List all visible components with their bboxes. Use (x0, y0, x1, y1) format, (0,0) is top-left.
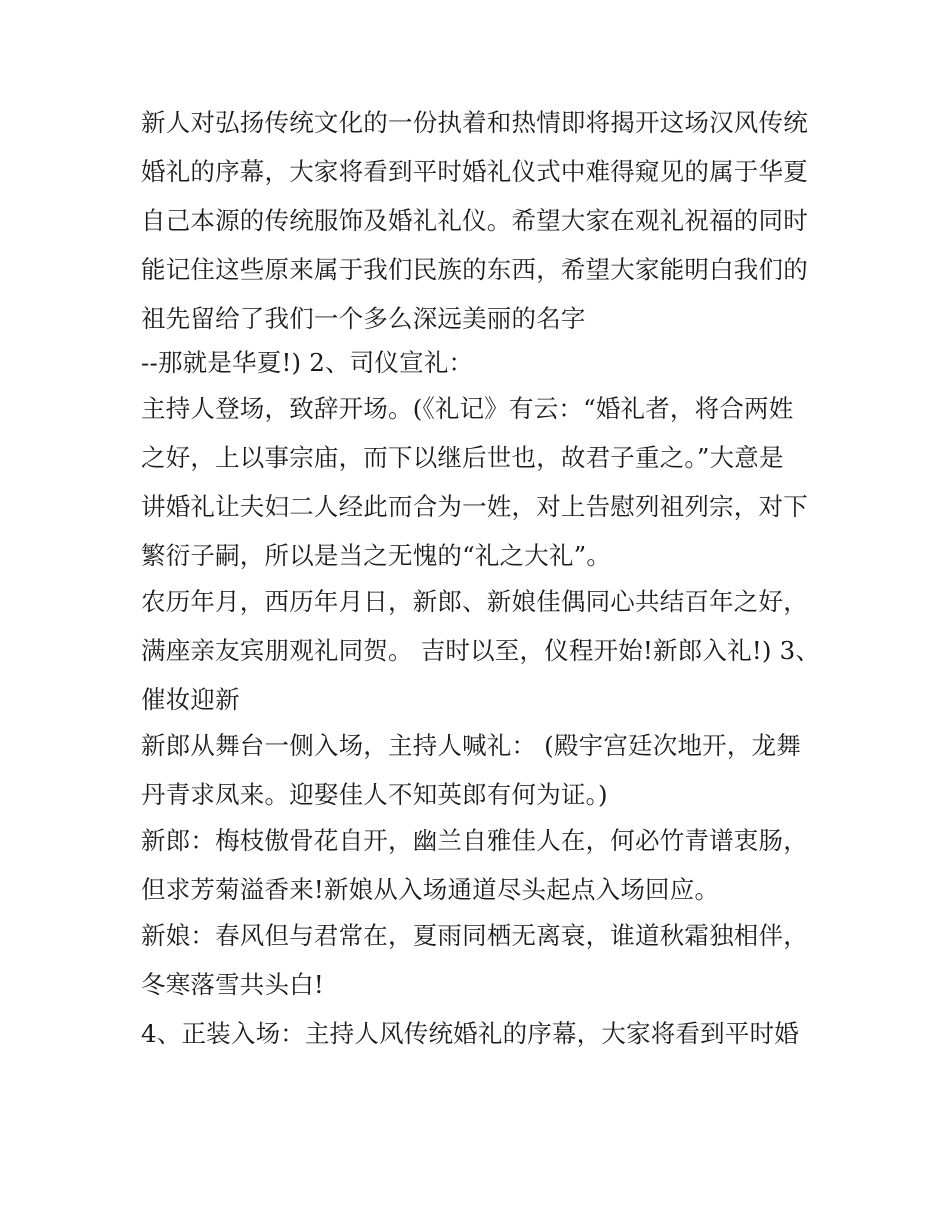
text-line: 新郎从舞台一侧入场，主持人喊礼： (殿宇宫廷次地开，龙舞 (141, 731, 801, 760)
text-line: 满座亲友宾朋观礼同贺。 吉时以至，仪程开始!新郎入礼!) 3、 (141, 636, 821, 665)
document-body (141, 106, 821, 1050)
text-line: 农历年月，西历年月日，新郎、新娘佳偶同心共结百年之好， (141, 587, 808, 616)
text-line: 能记住这些原来属于我们民族的东西，希望大家能明白我们的 (141, 255, 808, 284)
text-line: 繁衍子嗣，所以是当之无愧的“礼之大礼”。 (141, 541, 612, 570)
text-line: 4、正装入场：主持人风传统婚礼的序幕，大家将看到平时婚 (141, 1019, 799, 1048)
text-line: 之好，上以事宗庙，而下以继后世也，故君子重之。”大意是 (141, 443, 784, 472)
text-line: 婚礼的序幕，大家将看到平时婚礼仪式中难得窥见的属于华夏 (141, 157, 808, 186)
text-line: 新人对弘扬传统文化的一份执着和热情即将揭开这场汉风传统 (141, 108, 808, 137)
text-line: 新娘：春风但与君常在，夏雨同栖无离衰，谁道秋霜独相伴， (141, 921, 808, 950)
text-line: 新郎：梅枝傲骨花自开，幽兰自雅佳人在，何必竹青谱衷肠， (141, 826, 808, 855)
text-line: 丹青求凤来。迎娶佳人不知英郎有何为证。) (141, 780, 608, 809)
text-line: --那就是华夏!) 2、司仪宣礼： (141, 348, 474, 377)
text-line: 冬寒落雪共头白! (141, 970, 324, 999)
text-line: 自己本源的传统服饰及婚礼礼仪。希望大家在观礼祝福的同时 (141, 206, 808, 235)
text-line: 催妆迎新 (141, 685, 240, 714)
text-line: 祖先留给了我们一个多么深远美丽的名字 (141, 304, 586, 333)
text-line: 主持人登场，致辞开场。(《礼记》有云：“婚礼者，将合两姓 (141, 394, 794, 423)
text-line: 但求芳菊溢香来!新娘从入场通道尽头起点入场回应。 (141, 875, 720, 904)
text-line: 讲婚礼让夫妇二人经此而合为一姓，对上告慰列祖列宗，对下 (141, 492, 808, 521)
